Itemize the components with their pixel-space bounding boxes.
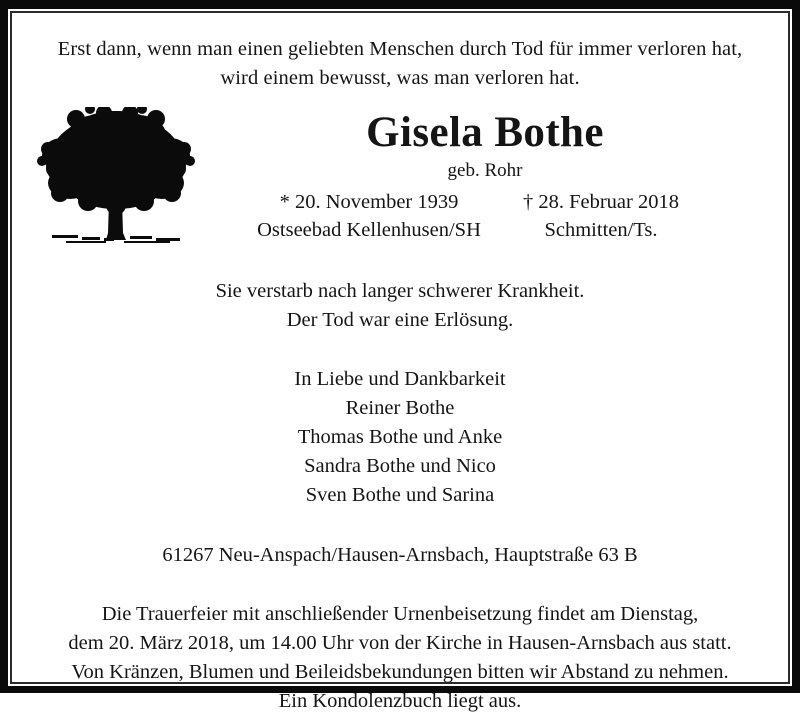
illness-note bbox=[26, 277, 774, 335]
gratitude-text: In Liebe und Dankbarkeit bbox=[294, 368, 506, 390]
life-dates bbox=[196, 188, 774, 244]
tree-icon bbox=[36, 107, 196, 259]
death-info bbox=[485, 188, 717, 244]
hero-block bbox=[26, 107, 774, 259]
illness-line: Der Tod war eine Erlösung. bbox=[286, 309, 514, 331]
service-line: Die Trauerfeier mit anschließender Urnenbeisetzung findet am Dienstag, bbox=[101, 603, 699, 625]
epigraph bbox=[26, 13, 774, 93]
survivor-name: Sandra Bothe und Nico bbox=[304, 455, 496, 477]
survivors-list bbox=[26, 394, 774, 510]
survivor-name: Reiner Bothe bbox=[345, 397, 455, 419]
death-place: Schmitten/Ts. bbox=[544, 219, 658, 241]
address-text: 61267 Neu-Anspach/Hausen-Arnsbach, Hauptstraße 63 B bbox=[162, 544, 638, 566]
deceased-name: Gisela Bothe bbox=[366, 109, 604, 156]
notice-inner-rule bbox=[10, 11, 790, 712]
birth-date: * 20. November 1939 bbox=[279, 191, 459, 213]
service-line: Ein Kondolenzbuch liegt aus. bbox=[278, 690, 522, 712]
birth-place: Ostseebad Kellenhusen/SH bbox=[257, 219, 481, 241]
notice-frame-gap bbox=[8, 9, 792, 712]
service-line: Von Kränzen, Blumen und Beileidsbekundungen bitten wir Abstand zu nehmen. bbox=[71, 661, 729, 683]
address bbox=[26, 541, 774, 570]
service-line: dem 20. März 2018, um 14.00 Uhr von der Kirche in Hausen-Arnsbach aus statt. bbox=[68, 632, 732, 654]
survivor-name: Thomas Bothe und Anke bbox=[297, 426, 503, 448]
epigraph-line: wird einem bewusst, was man verloren hat. bbox=[220, 67, 580, 89]
death-date: † 28. Februar 2018 bbox=[522, 191, 679, 213]
deceased-identity bbox=[196, 107, 774, 244]
maiden-name: geb. Rohr bbox=[447, 160, 523, 181]
birth-info bbox=[253, 188, 485, 244]
service-information bbox=[26, 600, 774, 716]
survivor-name: Sven Bothe und Sarina bbox=[305, 484, 495, 506]
illness-line: Sie verstarb nach langer schwerer Krankheit. bbox=[215, 280, 585, 302]
epigraph-line: Erst dann, wenn man einen geliebten Menschen durch Tod für immer verloren hat, bbox=[57, 38, 743, 60]
gratitude-heading bbox=[26, 365, 774, 394]
